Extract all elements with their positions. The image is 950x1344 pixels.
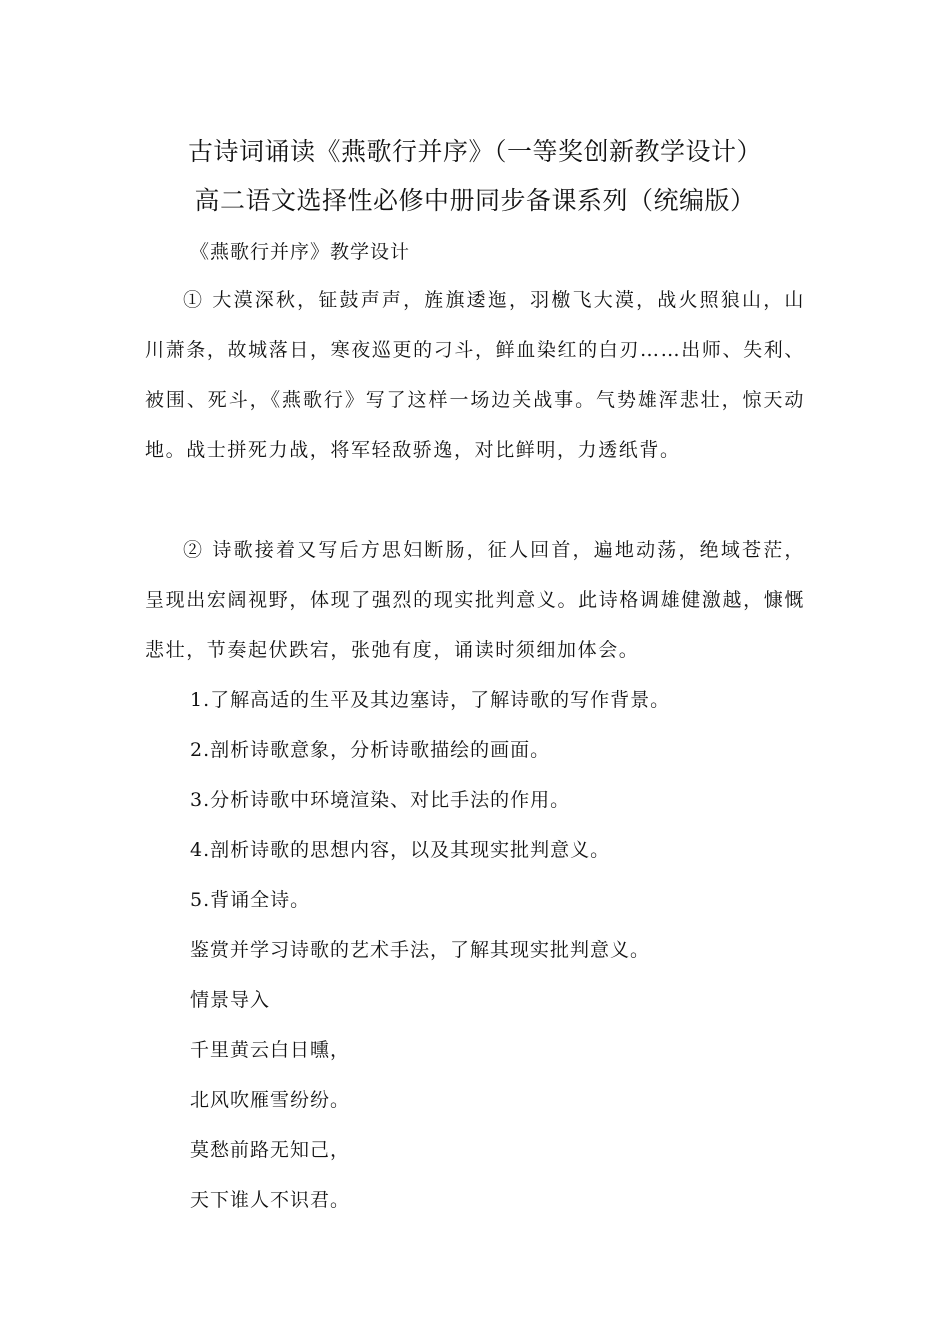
intro-paragraph-2 <box>145 525 805 675</box>
section-heading: 情景导入 <box>190 989 271 1011</box>
objective-item-2: 2.剖析诗歌意象，分析诗歌描绘的画面。 <box>190 739 551 761</box>
poem-line-4: 天下谁人不识君。 <box>190 1189 351 1211</box>
poem-line-2: 北风吹雁雪纷纷。 <box>190 1089 351 1111</box>
paragraph-text: ① 大漠深秋，钲鼓声声，旌旗逶迤，羽檄飞大漠，战火照狼山，山川萧条，故城落日，寒夜巡更的刁斗，鲜血染红的白刃……出师、失利、被围、死斗，《燕歌行》写了这样一场边关战事。气势雄浑悲壮，惊天动地。战士拼死力战，将军轻敌骄逸，对比鲜明，力透纸背。 <box>145 289 805 461</box>
objective-item-5: 5.背诵全诗。 <box>190 889 311 911</box>
intro-paragraph-1 <box>145 275 805 475</box>
objective-item-1: 1.了解高适的生平及其边塞诗，了解诗歌的写作背景。 <box>190 689 671 711</box>
document-title: 古诗词诵读《燕歌行并序》（一等奖创新教学设计） <box>187 137 762 166</box>
key-point-text: 鉴赏并学习诗歌的艺术手法，了解其现实批判意义。 <box>190 939 651 961</box>
lesson-plan-heading: 《燕歌行并序》教学设计 <box>190 241 411 263</box>
poem-line-3: 莫愁前路无知己， <box>190 1139 351 1161</box>
poem-line-1: 千里黄云白日曛， <box>190 1039 351 1061</box>
objective-item-3: 3.分析诗歌中环境渲染、对比手法的作用。 <box>190 789 571 811</box>
paragraph-text: ② 诗歌接着又写后方思妇断肠，征人回首，遍地动荡，绝域苍茫，呈现出宏阔视野，体现了强烈的现实批判意义。此诗格调雄健激越，慷慨悲壮，节奏起伏跌宕，张弛有度，诵读时须细加体会。 <box>145 539 805 661</box>
document-subtitle-series: 高二语文选择性必修中册同步备课系列（统编版） <box>194 186 756 215</box>
objective-item-4: 4.剖析诗歌的思想内容，以及其现实批判意义。 <box>190 839 611 861</box>
